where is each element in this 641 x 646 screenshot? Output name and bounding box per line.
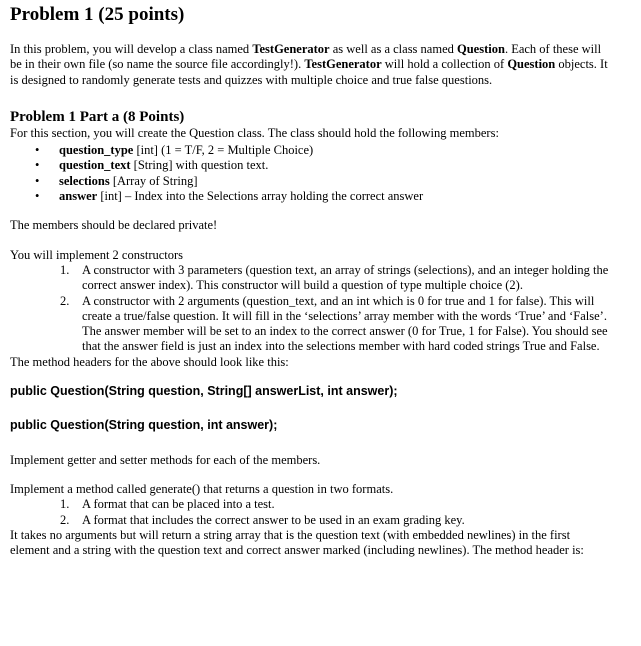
closing-paragraph: It takes no arguments but will return a string array that is the question text (with embedded newlines) in the first element and a string with the question text and correct answer marked (including newlines). The method header is:: [10, 527, 584, 558]
list-item: [60, 513, 610, 528]
constructors-list: [60, 263, 610, 355]
member-desc: [int] (1 = T/F, 2 = Multiple Choice): [133, 143, 314, 158]
intro-text-3: . Each of these will be in their own file (so name the source file accordingly!).: [10, 42, 602, 72]
generate-lead: Implement a method called generate() that returns a question in two formats.: [10, 481, 394, 496]
intro-bold-1: TestGenerator: [252, 42, 330, 56]
member-name: question_type: [59, 143, 134, 158]
headers-lead: The method headers for the above should look like this:: [10, 354, 289, 369]
bullet-icon: •: [35, 173, 40, 188]
member-name: question_text: [59, 158, 131, 173]
intro-text-5: objects. It is designed to randomly generate tests and quizzes with multiple choice and true false questions.: [10, 57, 608, 87]
list-number: 2.: [60, 512, 70, 527]
bullet-icon: •: [35, 158, 40, 173]
intro-text-1: In this problem, you will develop a class named: [10, 42, 253, 56]
list-text: A constructor with 2 arguments (question_text, and an int which is 0 for true and 1 for false). This will create a true/false question. It will fill in the ‘selections’ array member with the words ‘True’ and ‘False’. The answer member will be set to an index to the correct answer (0 for True, 1 for False). You should see that the answer field is just an index into the selections member with hard coded strings True and False.: [82, 293, 608, 354]
constructors-lead: You will implement 2 constructors: [10, 247, 184, 262]
member-desc: [Array of String]: [109, 173, 198, 188]
intro-bold-4: Question: [507, 57, 556, 72]
members-list: [35, 143, 610, 204]
list-item: [60, 263, 610, 294]
list-text: A format that can be placed into a test.: [82, 497, 275, 512]
intro-bold-2: Question: [457, 42, 505, 56]
member-desc: [String] with question text.: [130, 158, 269, 173]
part-a-heading: Problem 1 Part a (8 Points): [10, 108, 185, 125]
list-item: [60, 497, 610, 512]
intro-paragraph: [10, 42, 610, 88]
bullet-icon: •: [35, 143, 40, 158]
problem-title: Problem 1 (25 points): [10, 4, 185, 25]
intro-bold-3: TestGenerator: [304, 57, 382, 72]
bullet-icon: •: [35, 189, 40, 204]
intro-text-2: as well as a class named: [329, 42, 457, 56]
getters-note: Implement getter and setter methods for each of the members.: [10, 452, 321, 467]
code-constructor-3-args: public Question(String question, String[] answerList, int answer);: [10, 384, 398, 399]
list-item: [35, 174, 610, 189]
member-name: answer: [59, 189, 98, 204]
list-number: 1.: [60, 497, 70, 512]
list-item: [35, 158, 610, 173]
part-a-lead: For this section, you will create the Question class. The class should hold the following members:: [10, 125, 499, 140]
list-number: 2.: [60, 293, 70, 308]
list-item: [60, 294, 610, 355]
member-name: selections: [59, 173, 110, 188]
code-constructor-2-args: public Question(String question, int answer);: [10, 418, 278, 433]
document-page: [10, 4, 610, 558]
list-number: 1.: [60, 262, 70, 277]
private-note: The members should be declared private!: [10, 218, 218, 233]
member-desc: [int] – Index into the Selections array holding the correct answer: [97, 189, 424, 204]
list-text: A format that includes the correct answer to be used in an exam grading key.: [82, 512, 465, 527]
formats-list: [60, 497, 610, 528]
list-text: A constructor with 3 parameters (question text, an array of strings (selections), and an integer holding the correct answer index). This constructor will build a question of type multiple choice (2).: [82, 262, 609, 293]
list-item: [35, 143, 610, 158]
intro-text-4: will hold a collection of: [381, 57, 508, 72]
list-item: [35, 189, 610, 204]
